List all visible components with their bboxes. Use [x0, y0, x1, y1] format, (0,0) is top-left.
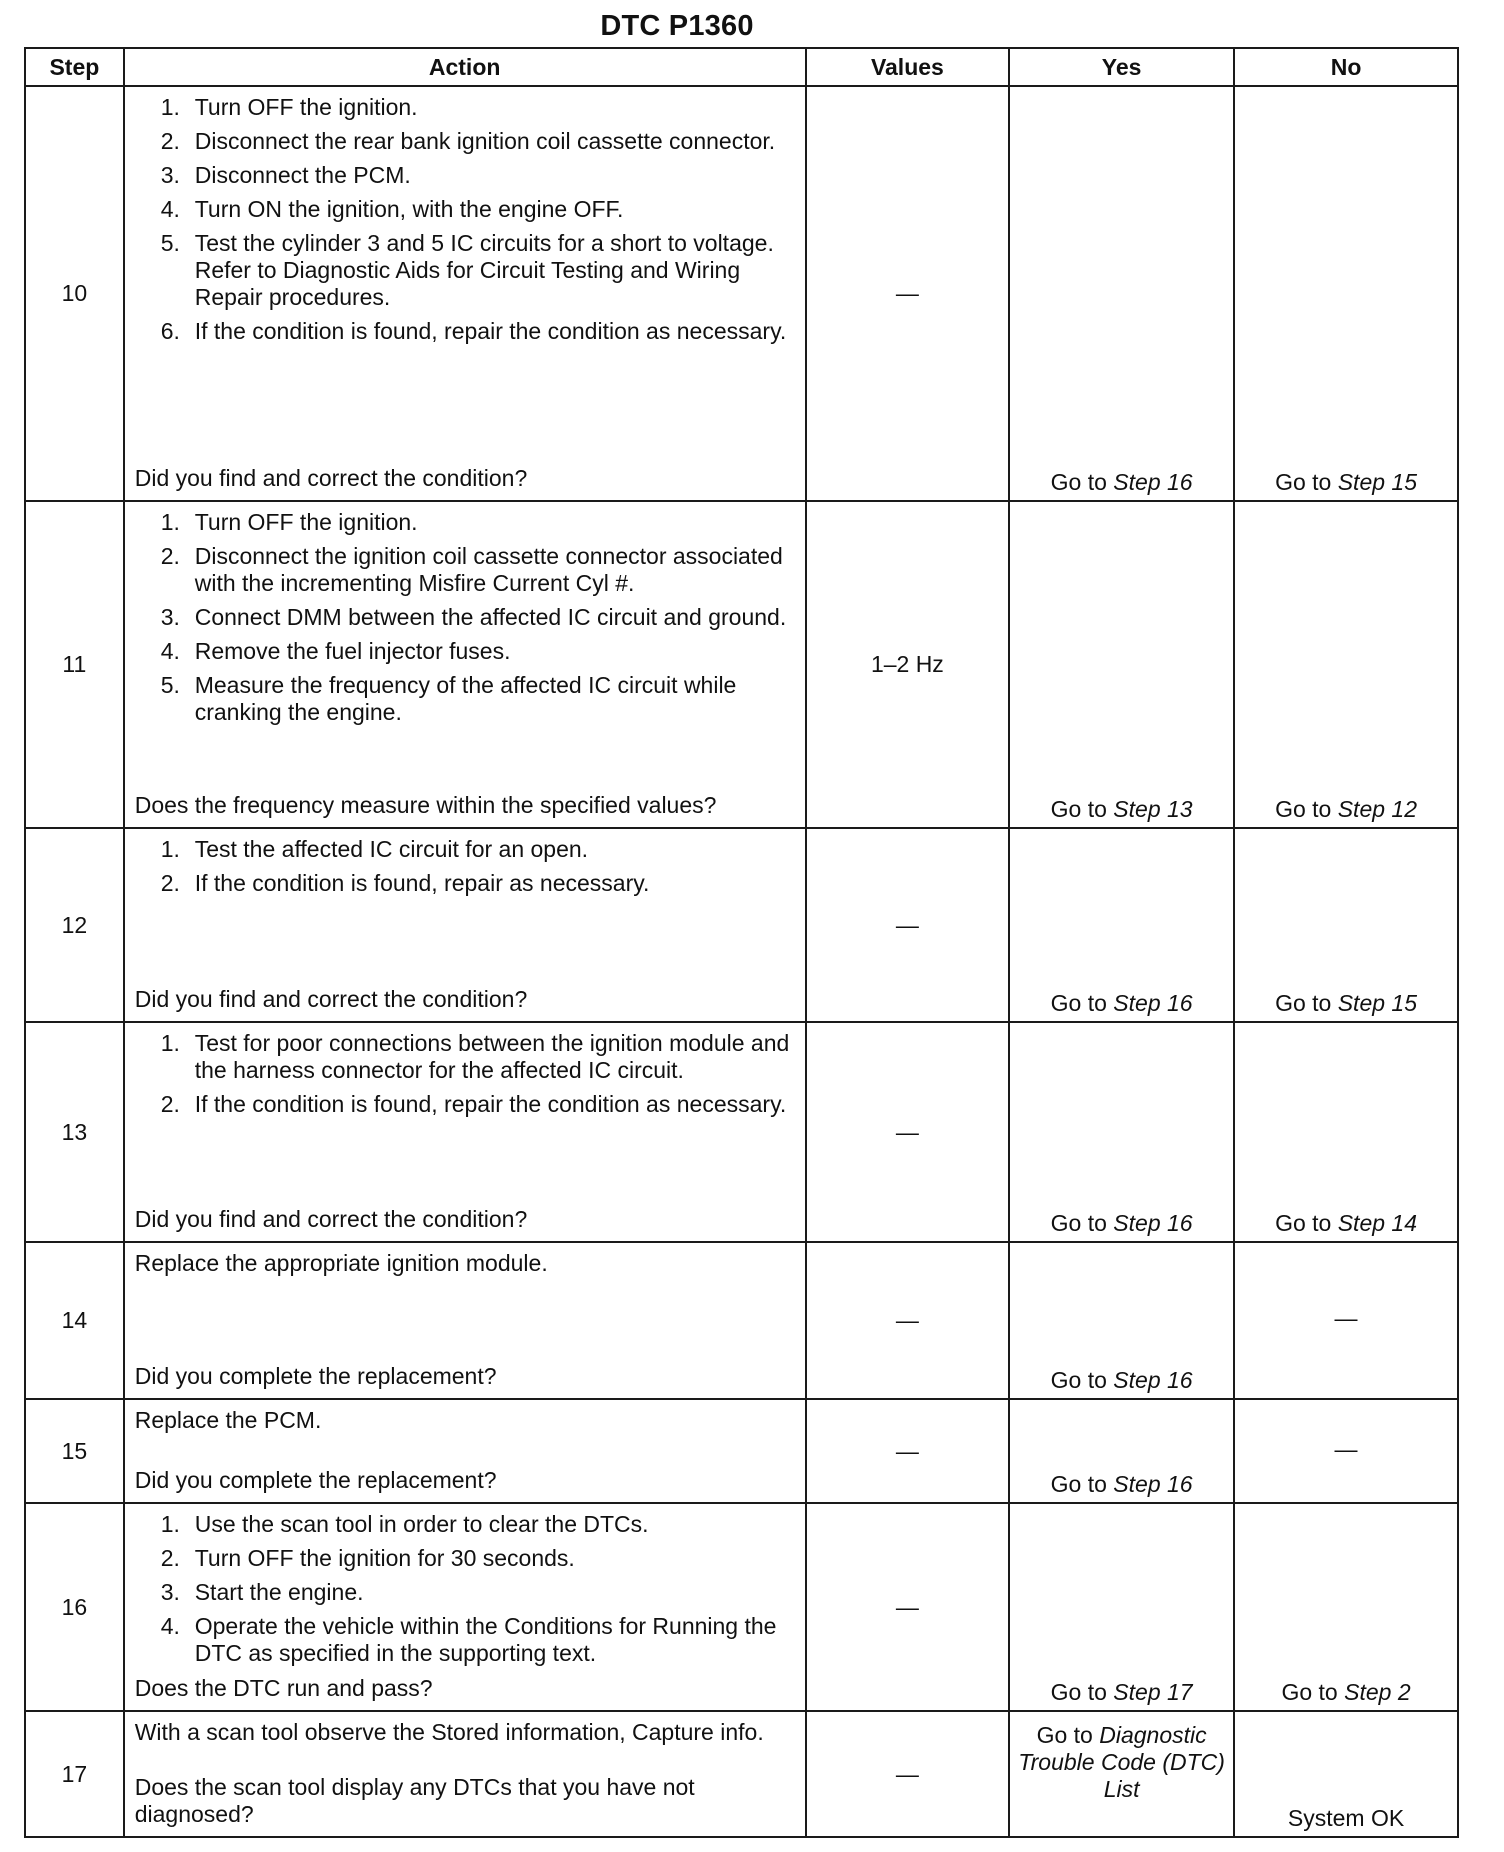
action-step-text: Turn ON the ignition, with the engine OFF. — [194, 196, 624, 222]
yes-prefix: Go to — [1036, 1722, 1093, 1748]
action-step-text: Test for poor connections between the ignition module and the harness connector for the affected IC circuit. — [194, 1030, 790, 1083]
action-step — [135, 870, 795, 897]
action-step-number: 6. — [160, 318, 180, 344]
action-step-text: If the condition is found, repair the condition as necessary. — [194, 1091, 787, 1117]
action-step-number: 4. — [160, 1613, 180, 1639]
action-question: Does the frequency measure within the specified values? — [134, 792, 717, 818]
step-number: 14 — [25, 1242, 124, 1399]
action-step — [135, 509, 795, 536]
action-step — [135, 1511, 795, 1538]
action-question: Did you complete the replacement? — [134, 1363, 497, 1389]
action-step-text: Turn OFF the ignition for 30 seconds. — [194, 1545, 575, 1571]
action-step-number: 1. — [160, 94, 180, 120]
action-step-number: 1. — [160, 1030, 180, 1056]
action-question: Did you find and correct the condition? — [134, 1206, 528, 1232]
yes-cell — [1009, 501, 1234, 828]
action-step-number: 2. — [160, 128, 180, 154]
no-result: System OK — [1287, 1805, 1405, 1831]
no-prefix: Go to — [1275, 796, 1332, 822]
table-row — [25, 1503, 1458, 1711]
table-row — [25, 1711, 1458, 1837]
yes-cell — [1009, 1503, 1234, 1711]
yes-cell — [1009, 1711, 1234, 1837]
action-step-text: Test the affected IC circuit for an open. — [194, 836, 589, 862]
action-instruction: With a scan tool observe the Stored information, Capture info. — [134, 1719, 764, 1745]
yes-link[interactable]: Step 16 — [1113, 1367, 1193, 1393]
action-step-number: 2. — [160, 870, 180, 896]
action-question: Did you complete the replacement? — [134, 1467, 497, 1493]
table-row — [25, 1242, 1458, 1399]
table-row — [25, 86, 1458, 501]
action-step-number: 1. — [160, 1511, 180, 1537]
action-step — [135, 1545, 795, 1572]
values-cell: 1–2 Hz — [806, 501, 1010, 828]
no-cell — [1234, 1711, 1458, 1837]
action-step-text: Remove the fuel injector fuses. — [194, 638, 511, 664]
step-number: 13 — [25, 1022, 124, 1242]
action-step — [135, 162, 795, 189]
action-step-number: 3. — [160, 604, 180, 630]
action-step — [135, 318, 795, 345]
action-cell — [124, 1022, 806, 1242]
no-result: — — [1334, 1435, 1358, 1462]
yes-link[interactable]: Step 16 — [1113, 990, 1193, 1016]
action-step-number: 2. — [160, 1091, 180, 1117]
page-title: DTC P1360 — [600, 10, 754, 42]
no-cell — [1234, 86, 1458, 501]
action-cell — [124, 501, 806, 828]
action-step-number: 1. — [160, 509, 180, 535]
no-cell — [1234, 1242, 1458, 1399]
action-step-text: Turn OFF the ignition. — [194, 94, 418, 120]
header-values: Values — [806, 48, 1010, 86]
action-steps-list — [135, 502, 795, 726]
step-number: 12 — [25, 828, 124, 1022]
action-step-text: Turn OFF the ignition. — [194, 509, 418, 535]
table-row — [25, 1022, 1458, 1242]
no-link[interactable]: Step 15 — [1337, 990, 1418, 1016]
no-cell — [1234, 501, 1458, 828]
action-step-number: 4. — [160, 638, 180, 664]
action-step-text: Disconnect the ignition coil cassette connector associated with the incrementing Misfire Current Cyl #. — [194, 543, 783, 596]
no-prefix: Go to — [1275, 1210, 1332, 1236]
diagnostic-table — [24, 47, 1459, 1838]
no-cell — [1234, 1399, 1458, 1503]
action-step — [135, 1613, 795, 1667]
yes-cell — [1009, 1242, 1234, 1399]
no-prefix: Go to — [1275, 469, 1332, 495]
yes-cell — [1009, 1399, 1234, 1503]
action-question: Did you find and correct the condition? — [134, 986, 528, 1012]
no-cell — [1234, 1503, 1458, 1711]
yes-cell — [1009, 1022, 1234, 1242]
step-number: 17 — [25, 1711, 124, 1837]
action-step-text: Disconnect the rear bank ignition coil cassette connector. — [194, 128, 776, 154]
action-step — [135, 94, 795, 121]
action-cell — [124, 86, 806, 501]
header-action: Action — [124, 48, 806, 86]
yes-link[interactable]: Step 13 — [1113, 796, 1193, 822]
values-cell: — — [806, 1022, 1010, 1242]
no-cell — [1234, 828, 1458, 1022]
values-cell: — — [806, 828, 1010, 1022]
action-step-text: Start the engine. — [194, 1579, 364, 1605]
action-steps-list — [135, 87, 795, 345]
step-number: 15 — [25, 1399, 124, 1503]
yes-prefix: Go to — [1050, 1367, 1107, 1393]
action-step — [135, 230, 795, 311]
step-number: 16 — [25, 1503, 124, 1711]
action-steps-list — [135, 1023, 795, 1118]
table-row — [25, 828, 1458, 1022]
action-step-number: 5. — [160, 230, 180, 256]
action-step-number: 2. — [160, 543, 180, 569]
action-cell — [124, 1399, 806, 1503]
no-prefix: Go to — [1275, 990, 1332, 1016]
header-step: Step — [25, 48, 124, 86]
table-row — [25, 1399, 1458, 1503]
action-step-number: 3. — [160, 162, 180, 188]
action-step-number: 4. — [160, 196, 180, 222]
action-question: Does the DTC run and pass? — [134, 1675, 433, 1701]
values-cell: — — [806, 1711, 1010, 1837]
yes-cell — [1009, 828, 1234, 1022]
action-step-number: 2. — [160, 1545, 180, 1571]
yes-prefix: Go to — [1050, 1471, 1107, 1497]
action-step — [135, 672, 795, 726]
action-step — [135, 1030, 795, 1084]
action-step-text: Use the scan tool in order to clear the DTCs. — [194, 1511, 649, 1537]
table-body — [25, 86, 1458, 1837]
action-step — [135, 543, 795, 597]
action-step — [135, 604, 795, 631]
action-step-text: If the condition is found, repair the condition as necessary. — [194, 318, 787, 344]
action-step — [135, 638, 795, 665]
action-steps-list — [135, 1504, 795, 1667]
action-instruction: Replace the appropriate ignition module. — [134, 1250, 548, 1276]
yes-prefix: Go to — [1050, 1210, 1107, 1236]
yes-link[interactable]: Step 16 — [1113, 1210, 1193, 1236]
action-steps-list — [135, 829, 795, 897]
no-prefix: Go to — [1281, 1679, 1338, 1705]
no-cell — [1234, 1022, 1458, 1242]
yes-cell — [1009, 86, 1234, 501]
header-yes: Yes — [1009, 48, 1234, 86]
action-step-number: 3. — [160, 1579, 180, 1605]
values-cell: — — [806, 1399, 1010, 1503]
step-number: 11 — [25, 501, 124, 828]
table-row — [25, 501, 1458, 828]
action-step — [135, 128, 795, 155]
no-link[interactable]: Step 15 — [1337, 469, 1418, 495]
action-cell — [124, 1242, 806, 1399]
values-cell: — — [806, 1503, 1010, 1711]
action-step-text: Test the cylinder 3 and 5 IC circuits for a short to voltage. Refer to Diagnostic Aids for Circuit Testing and Wiring Repair procedures. — [194, 230, 774, 310]
yes-link[interactable]: Diagnostic Trouble Code (DTC) List — [1018, 1722, 1225, 1802]
action-step-text: If the condition is found, repair as necessary. — [194, 870, 650, 896]
action-question: Did you find and correct the condition? — [134, 465, 528, 491]
action-cell — [124, 1503, 806, 1711]
header-row — [25, 48, 1458, 86]
values-cell: — — [806, 1242, 1010, 1399]
action-step-text: Measure the frequency of the affected IC circuit while cranking the engine. — [194, 672, 737, 725]
step-number: 10 — [25, 86, 124, 501]
yes-link[interactable]: Step 16 — [1113, 1471, 1193, 1497]
action-question: Does the scan tool display any DTCs that you have not diagnosed? — [134, 1774, 695, 1827]
action-step-text: Operate the vehicle within the Conditions for Running the DTC as specified in the supporting text. — [194, 1613, 777, 1666]
action-step-number: 5. — [160, 672, 180, 698]
no-link[interactable]: Step 12 — [1337, 796, 1418, 822]
no-link[interactable]: Step 14 — [1337, 1210, 1418, 1236]
action-step — [135, 1579, 795, 1606]
action-step — [135, 196, 795, 223]
yes-link[interactable]: Step 17 — [1113, 1679, 1193, 1705]
action-step — [135, 1091, 795, 1118]
no-link[interactable]: Step 2 — [1344, 1679, 1411, 1705]
yes-prefix: Go to — [1050, 796, 1107, 822]
no-result: — — [1334, 1305, 1358, 1331]
action-step-text: Connect DMM between the affected IC circuit and ground. — [194, 604, 787, 630]
action-cell — [124, 828, 806, 1022]
yes-link[interactable]: Step 16 — [1113, 469, 1193, 495]
yes-prefix: Go to — [1050, 1679, 1107, 1705]
yes-prefix: Go to — [1050, 990, 1107, 1016]
action-instruction: Replace the PCM. — [134, 1407, 322, 1433]
action-step-number: 1. — [160, 836, 180, 862]
values-cell: — — [806, 86, 1010, 501]
header-no: No — [1234, 48, 1458, 86]
action-cell — [124, 1711, 806, 1837]
yes-prefix: Go to — [1050, 469, 1107, 495]
action-step — [135, 836, 795, 863]
action-step-text: Disconnect the PCM. — [194, 162, 411, 188]
